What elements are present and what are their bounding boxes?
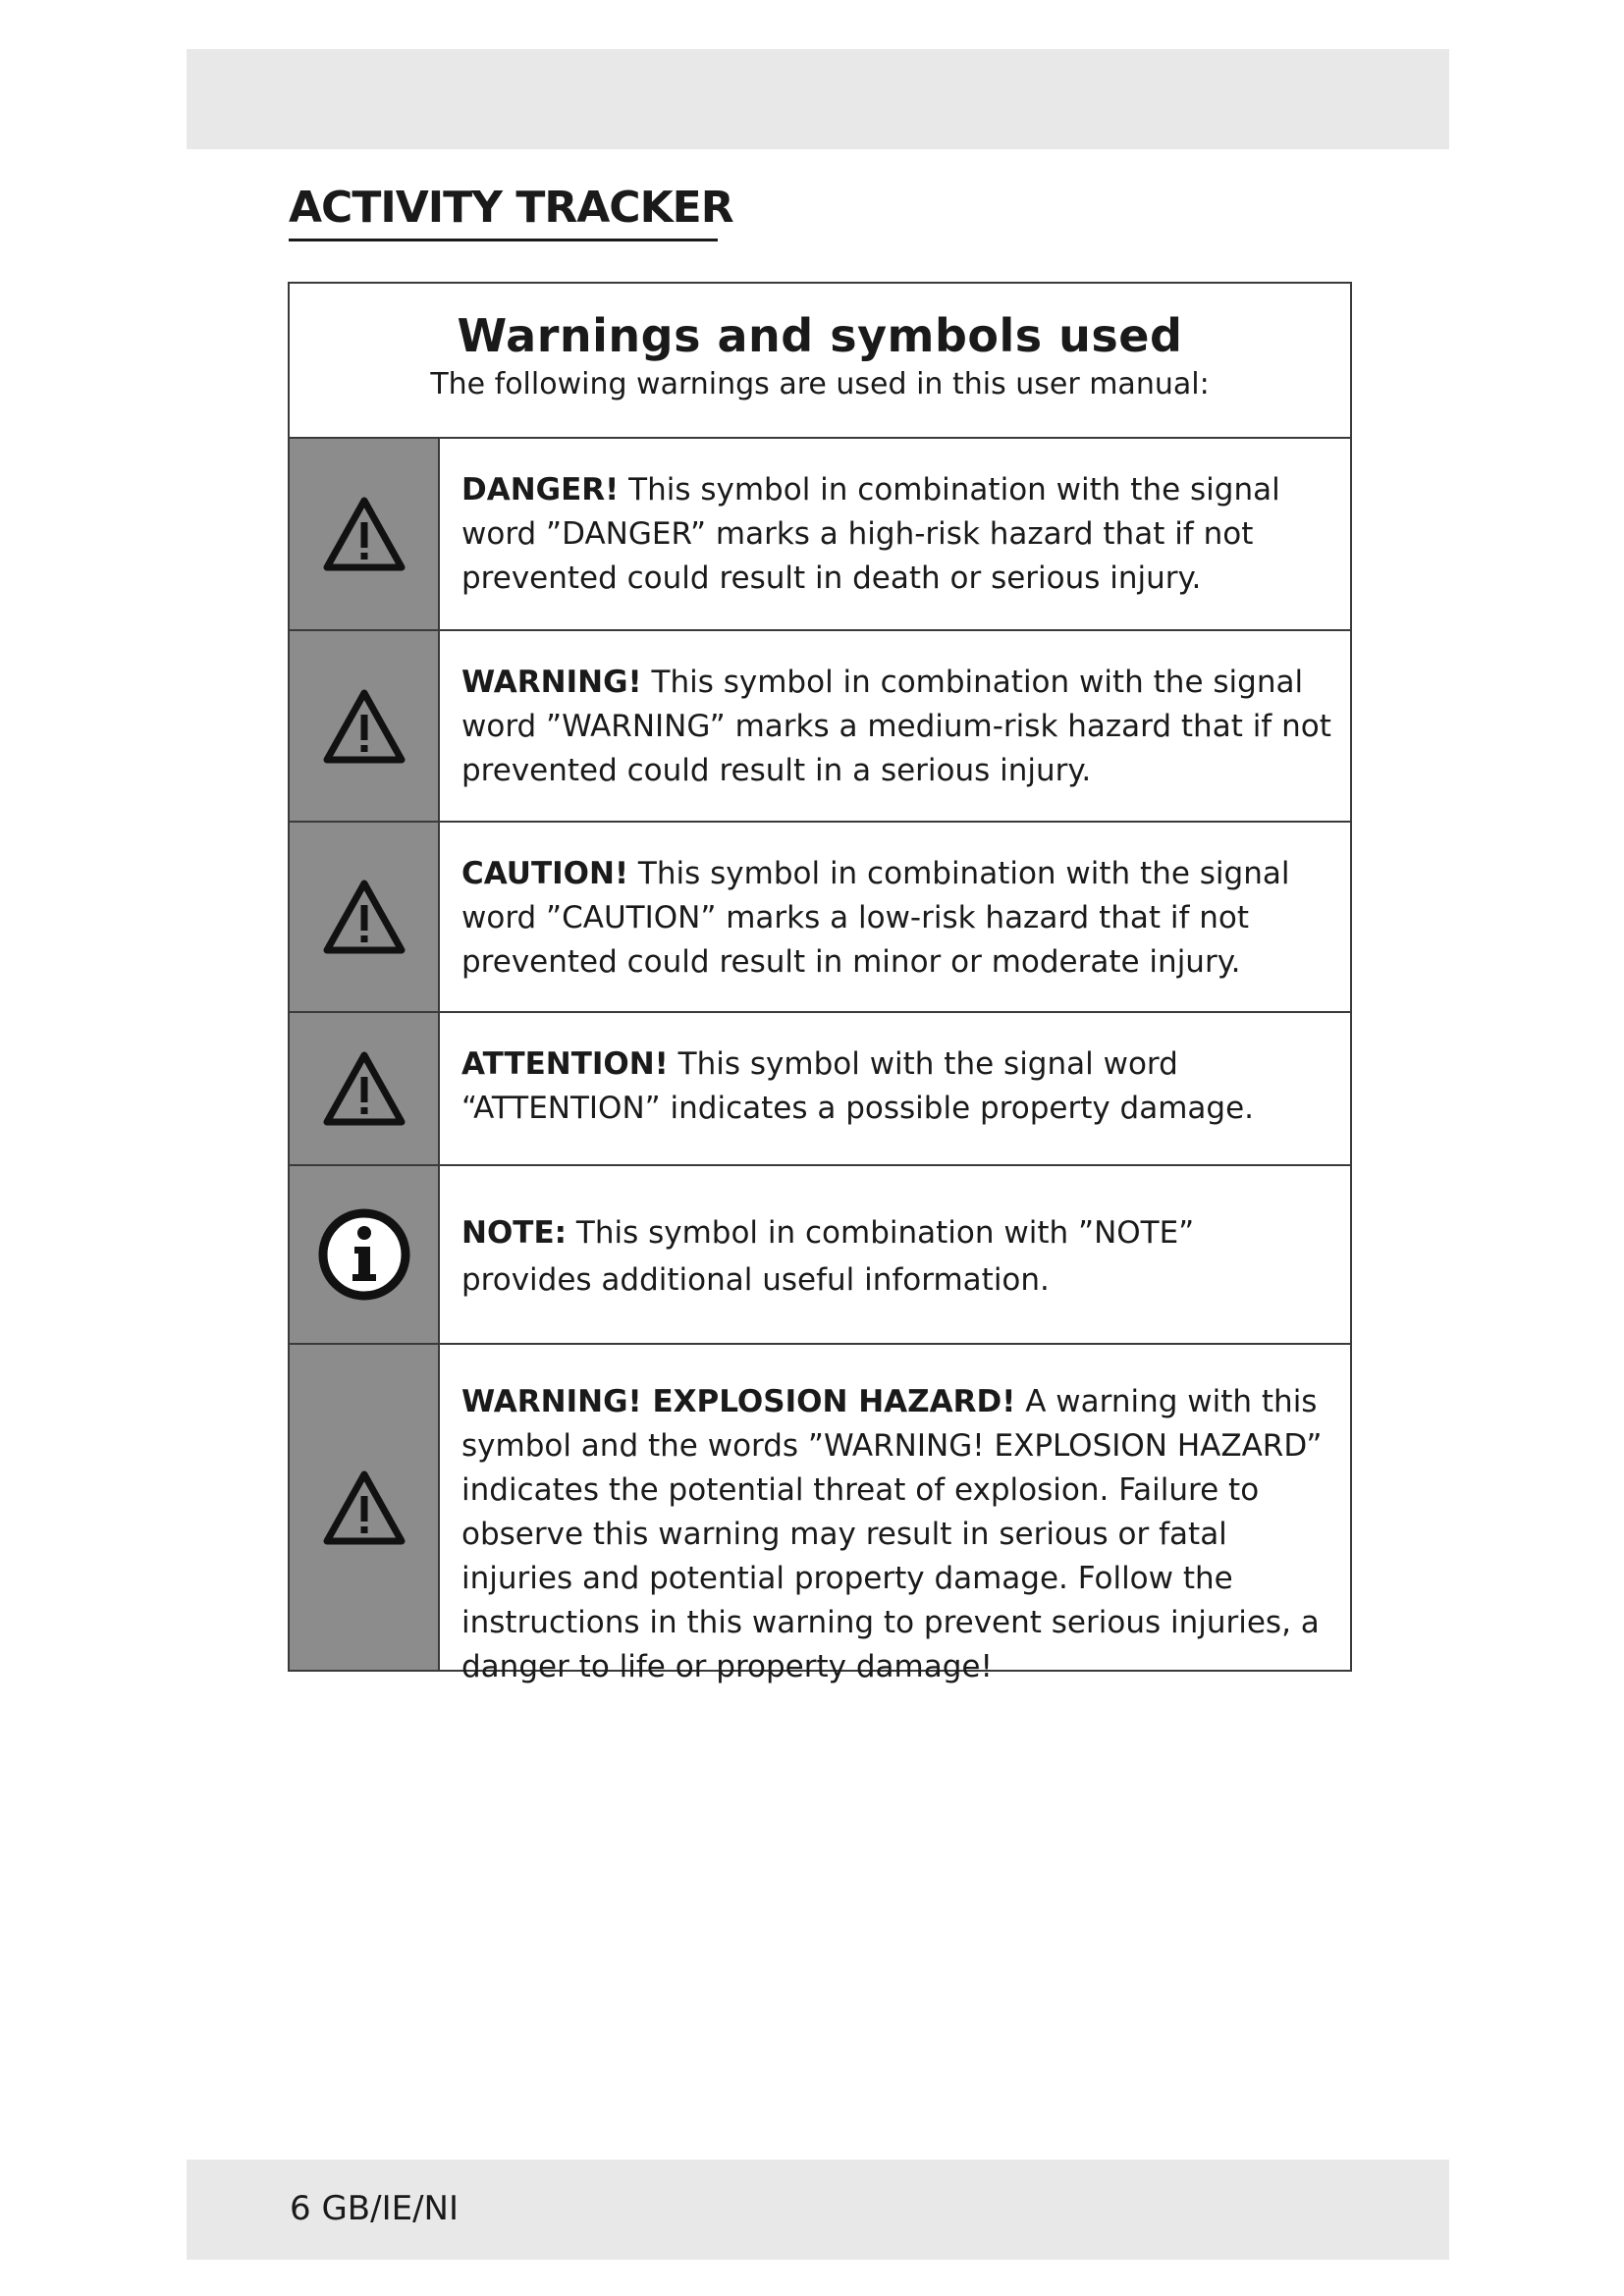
warning-triangle-icon: [323, 1051, 406, 1126]
warning-description: This symbol in combination with ”NOTE” provides additional useful information.: [461, 1215, 1195, 1298]
signal-word: NOTE:: [461, 1215, 568, 1251]
warning-triangle-icon: [323, 689, 406, 764]
warnings-table: [288, 282, 1352, 1684]
warning-row-explosion-hazard: [290, 1345, 1350, 1684]
warning-row-warning: [290, 631, 1350, 823]
icon-cell: [290, 1345, 440, 1670]
icon-cell: [290, 823, 440, 1011]
icon-cell: [290, 439, 440, 629]
signal-word: CAUTION!: [461, 856, 629, 891]
warning-row-danger: [290, 439, 1350, 631]
signal-word: WARNING! EXPLOSION HAZARD!: [461, 1384, 1016, 1419]
page-number: 6 GB/IE/NI: [290, 2189, 459, 2228]
product-title: ACTIVITY TRACKER: [289, 183, 718, 241]
table-title: Warnings and symbols used: [457, 309, 1183, 362]
table-subtitle: The following warnings are used in this user manual:: [430, 366, 1210, 401]
signal-word: WARNING!: [461, 665, 642, 700]
warning-triangle-icon: [323, 497, 406, 571]
warning-text: [440, 1166, 1350, 1343]
warning-row-attention: [290, 1013, 1350, 1166]
warning-text: [440, 439, 1350, 629]
warning-description: This symbol with the signal word “ATTENTION” indicates a possible property damage.: [461, 1046, 1255, 1126]
warning-triangle-icon: [323, 880, 406, 954]
warning-row-note: [290, 1166, 1350, 1345]
signal-word: ATTENTION!: [461, 1046, 669, 1082]
icon-cell: [290, 1166, 440, 1343]
warning-row-caution: [290, 823, 1350, 1013]
warning-text: [440, 631, 1350, 821]
icon-cell: [290, 1013, 440, 1164]
icon-cell: [290, 631, 440, 821]
signal-word: DANGER!: [461, 472, 620, 507]
warning-description: This symbol in combination with the signal word ”CAUTION” marks a low-risk hazard that if not prevented could result in minor or moderate injury.: [461, 856, 1290, 980]
warning-triangle-icon: [323, 1470, 406, 1545]
warning-description: This symbol in combination with the signal word ”WARNING” marks a medium-risk hazard that if not prevented could result in a serious injury.: [461, 665, 1331, 788]
warning-text: [440, 1345, 1350, 1684]
warning-text: [440, 1013, 1350, 1164]
header-band: [187, 49, 1449, 149]
warning-description: This symbol in combination with the signal word ”DANGER” marks a high-risk hazard that if not prevented could result in death or serious injury.: [461, 472, 1280, 596]
warning-description: A warning with this symbol and the words ”WARNING! EXPLOSION HAZARD” indicates the potential threat of explosion. Failure to observe this warning may result in serious or fatal injuries and potential property damage. Follow the instructions in this warning to prevent serious injuries, a danger to life or property damage!: [461, 1384, 1323, 1684]
info-icon: [315, 1205, 413, 1304]
warning-text: [440, 823, 1350, 1011]
table-header: [290, 284, 1350, 439]
